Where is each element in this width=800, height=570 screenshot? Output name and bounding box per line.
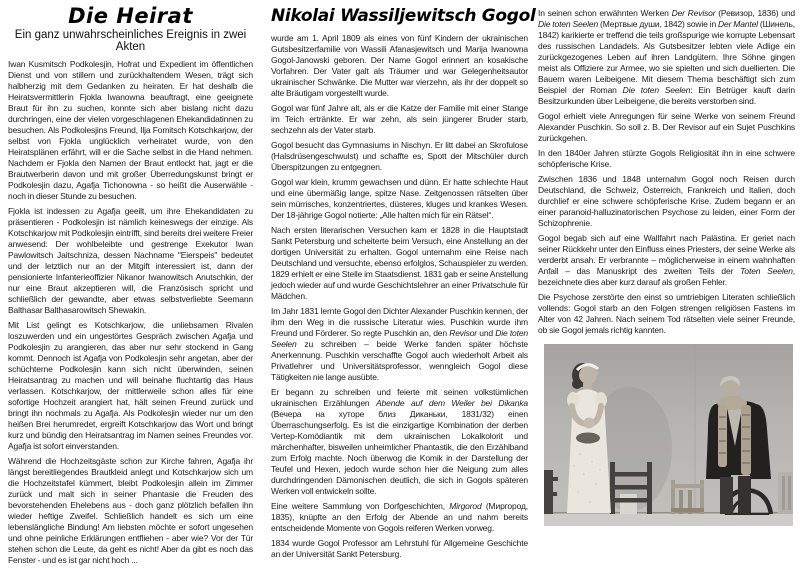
synopsis-paragraph-4: Während die Hochzeitsgäste schon zur Kirche fahren, Agafja ihr längst bereitliegendes Brautkleid anlegt und Kotschkarjow sich um die Hochzeitstafel kümmert, bleibt Podkolesjin allein im Zimmer zurück und malt sich in seiner Phantasie die Freuden des bevorstehenden Ehelebens aus - doch ganz plötzlich befallen ihn wieder heftige Zweifel. Schließlich handelt es sich um eine lebenslängliche Bindung! Am liebsten möchte er sofort ungesehen und ohne peinliche Erklärungen entfliehen - aber wie? Vor der Tür stehen schon die Leute, da geht es nicht! Aber da gibt es noch das Fenster - und es ist gar nicht hoch ...	[8, 456, 253, 565]
bio-paragraph-2: Gogol war fünf Jahre alt, als er die Katze der Familie mit einer Stange im Teich ertränkte. Er war zehn, als sein jüngerer Bruder starb, sechzehn als der Vater starb.	[271, 103, 528, 135]
bio-paragraph-5: Nach ersten literarischen Versuchen kam er 1828 in die Hauptstadt Sankt Petersburg und scheiterte beim Versuch, eine Anstellung an der dortigen Universität zu erhalten. Gogol unternahm eine Reise nach Deutschland und versuchte, ebenso erfolglos, Schauspieler zu werden. 1829 erhielt er eine Stelle im Staatsdienst. 1831 gab er seine Anstellung jedoch wieder auf und wurde Geschichtslehrer an einer Privatschule für Mädchen.	[271, 225, 528, 301]
play-title: Die Heirat	[68, 4, 193, 28]
chair-right-edge	[778, 472, 793, 514]
bio-paragraph-1: wurde am 1. April 1809 als eines von fünf Kindern der ukrainischen Gutsbesitzerfamilie von Wassili Afanasjewitsch und Marija Iwanowna Gogol-Janowski geboren. Der Name Gogol erinnert an kosakische Vorfahren. Der Vater galt als Träumer und war Gelegenheitsautor ukrainischer Schwänke. Die Mutter war vierzehn, als ihr der doppelt so alte Bräutigam vorgestellt wurde.	[271, 33, 528, 98]
bio-paragraph-8: Eine weitere Sammlung von Dorfgeschichten, Mirgorod (Миргород, 1835), knüpfte an den Erfolg der Abende an und nahm bereits entscheidende Momente von Gogols reiferen Werken vorweg.	[271, 501, 528, 533]
bio2-paragraph-1: In seinen schon erwähnten Werken Der Revisor (Ревизор, 1836) und Die toten Seelen (Мертвые души, 1842) sowie in Der Mantel (Шинель, 1842) karikierte er treffend die teils großspurige wie korrupte Lebensart des russischen Landadels. Als Gutsbesitzer lebten viele Adlige ein zurückgezogenes Leben auf ihren Landgütern. Ihre Söhne gingen meist als Offiziere zur Armee, wo sie spielten und sich duellierten. Die Bauern waren Leibeigene. Mit diesem Thema beschäftigt sich zum Beispiel der Roman Die toten Seelen: Ein Betrüger kauft darin Besitzurkunden über Leibeigene, die bereits verstorben sind.	[538, 8, 796, 106]
bio-paragraph-4: Gogol war klein, krumm gewachsen und dünn. Er hatte schlechte Haut und eine übermäßig lange, spitze Nase. Zeitgenossen rätselten über sein mürrisches, konzentriertes, düsteres, kluges und krankes Wesen. Der 18-jährige Gogol notierte: „Alle halten mich für ein Rätsel“.	[271, 177, 528, 220]
bio-paragraph-3: Gogol besucht das Gymnasiums in Nischyn. Er litt dabei an Skrofulose (Halsdrüsengeschwulst) und schaffte es, Spott der Mitschüler durch Überspitzungen zu entgegnen.	[271, 140, 528, 172]
bio-paragraph-9: 1834 wurde Gogol Professor am Lehrstuhl für Allgemeine Geschichte an der Universität Sankt Petersburg.	[271, 538, 528, 559]
actress-waist-flowers	[576, 433, 600, 444]
white-cloth	[620, 494, 637, 514]
actress-hands	[584, 418, 595, 429]
actor-scarf-left	[718, 405, 727, 467]
actor-trouser-right	[738, 476, 751, 514]
bio2-paragraph-5: Gogol begab sich auf eine Wallfahrt nach Palästina. Er geriet nach seiner Rückkehr unter den Einfluss eines Priesters, der seine Werke als verderbt ansah. Er verbrannte – möglicherweise in einem wahnhaften Anfall – das Manuskript des zweiten Teils der Toten Seelen, bezeichnete dies aber kurz darauf als großen Fehler.	[538, 233, 795, 287]
synopsis-paragraph-2: Fjokla ist indessen zu Agafja geeilt, um ihre Ehekandidaten zu präsentieren - Podkolesjin ist nämlich keineswegs der einzige. Als Kotschkarjow mit Podkolesjin eintrifft, sind bereits drei weitere Freier anwesend: Der wohlbeleibte und gestrenge Exekutor Iwan Pawlowitsch Jaitschniza, dessen Nachname "Eierspeis" bedeutet und der letztlich nur an der Mitgift interessiert ist, dann der pensionierte Infanterieoffizier Nikanor Iwanowitsch Anutschkin, der nur eine Braut akzeptieren will, die Französisch spricht und schließlich der gewandte, aber etwas selbstverliebte Seemann Balthasar Balthasarowitsch Shewakin.	[8, 206, 253, 315]
stage-photo-graphic	[544, 344, 793, 526]
actress-bun	[572, 379, 582, 389]
column-gogol-bio	[271, 0, 536, 564]
actress-face	[579, 366, 597, 384]
stage-photo	[544, 344, 793, 526]
bio-paragraph-6: Im Jahr 1831 lernte Gogol den Dichter Alexander Puschkin kennen, der ihm den Weg in die russische Literatur wies. Puschkin wurde ihm Freund und Förderer. So regte Puschkin an, den Revisor und Die toten Seelen zu schreiben – beide Werke fanden später höchste Anerkennung. Puschkin verschaffte Gogol auch wiederholt Arbeit als Privatlehrer und Universitätsprofessor, wenngleich Gogol diese Tätigkeiten nie lange ausübte.	[271, 306, 528, 382]
synopsis-paragraph-1: Iwan Kusmitsch Podkolesjin, Hofrat und Expedient im öffentlichen Dienst und von stillem und zurückhaltendem Wesen, trägt sich halbherzig mit dem Gedanken zu heiraten. Er hat deshalb die Heiratsvermittlerin Fjokla Iwanowna beauftragt, eine geeignete Braut für ihn zu suchen, konnte sich aber bislang nicht dazu durchringen, eine der vielen vorgeschlagenen Ehekandidatinnen zu besuchen. Als Podkolesjins Freund, Ilja Fomitsch Kotschkarjow, der selbst von Fjokla unglücklich verheiratet wurde, von den Heiratsplänen erfährt, will er die Sache selbst in die Hand nehmen. Nachdem er Fjokla den Namen der Braut entlockt hat, jagt er die Brautwerberin davon und mit großer Überredungskunst bringt er Podkolesjin dazu, Agafja Tichonowna - so heißt die Auserwähle - noch in dieser Stunde zu besuchen.	[8, 59, 253, 201]
bio-title: Nikolai Wassiljewitsch Gogol	[271, 6, 536, 26]
bio2-paragraph-3: In den 1840er Jahren stürzte Gogols Religiosität ihn in eine schwere schöpferische Krise.	[538, 148, 795, 169]
column-die-heirat	[8, 0, 253, 570]
bio2-paragraph-4: Zwischen 1836 und 1848 unternahm Gogol noch Reisen durch Deutschland, die Schweiz, Österreich, Frankreich und Italien, doch durchlief er eine schwere schöpferische Krise. Zudem begann er an einer paranoid-halluzinatorischen Psychose zu leiden, einer Form der Schizophrenie.	[538, 174, 795, 228]
actor-trouser-left	[720, 477, 733, 514]
synopsis-paragraph-3: Mit List gelingt es Kotschkarjow, die unliebsamen Rivalen loszuwerden und ein ungestörtes Gespräch zwischen Agafja und Podkolesjin zu arangieren, das aber nur sehr stockend in Gang kommt. Dennoch ist Agafja von Podkolesjin sehr angetan, aber der schüchterne Podkolesjin kann sich nicht überwinden, seinen Heiratsantrag zu machen und will beinahe fluchtartig das Haus verlassen. Kotschkarjow, der mittlerweile schon alles für eine sofortige Hochzeit arangiert hat, hält seinen Freund zurück und bringt ihn nochmals zu Agafja. Als Podkolesjin wieder nur um den heißen Brei herumredet, ergreift Kotschkarjow das Wort und bringt kurz und bündig den Heiratsantrag im Namen seines Freundes vor. Agafja ist sofort einverstanden.	[8, 320, 253, 451]
column-gogol-bio-2	[538, 0, 795, 526]
play-subtitle: Ein ganz unwahrscheinliches Ereignis in zwei Akten	[14, 29, 247, 53]
bio2-paragraph-6: Die Psychose zerstörte den einst so umtriebigen Literaten schließlich vollends: Gogol starb an den Folgen strengen religiösen Fastens im Alter von 42 Jahren. Nach seinem Tod rätselten viele seiner Freunde, ob sie Gogol jemals richtig kannten.	[538, 292, 795, 335]
bio2-paragraph-2: Gogol erhielt viele Anregungen für seine Werke von seinem Freund Alexander Puschkin. So soll z. B. Der Revisor auf ein Sujet Puschkins zurückgehen.	[538, 111, 795, 143]
bio-paragraph-7: Er begann zu schreiben und feierte mit seinen volkstümlichen ukrainischen Erzählungen Abende auf dem Weiler bei Dikanka (Вечера на хуторе близ Диканьки, 1831/32) einen Überraschungserfolg. Es ist die einzigartige Kombination der derben Vertep-Komödiantik mit dem ukrainischen Lokalkolorit und märchenhafter, bisweilen unheimlicher Phantastik, die den Erzählband zum Erfolg machte. Noch überwog die Komik in der Darstellung der Teufel und Hexen, jedoch wurde schon hier die Neigung zum alles durchdringenden Dämonischen deutlich, die sich in Gogols späteren Werken voll entwickeln sollte.	[271, 387, 529, 496]
